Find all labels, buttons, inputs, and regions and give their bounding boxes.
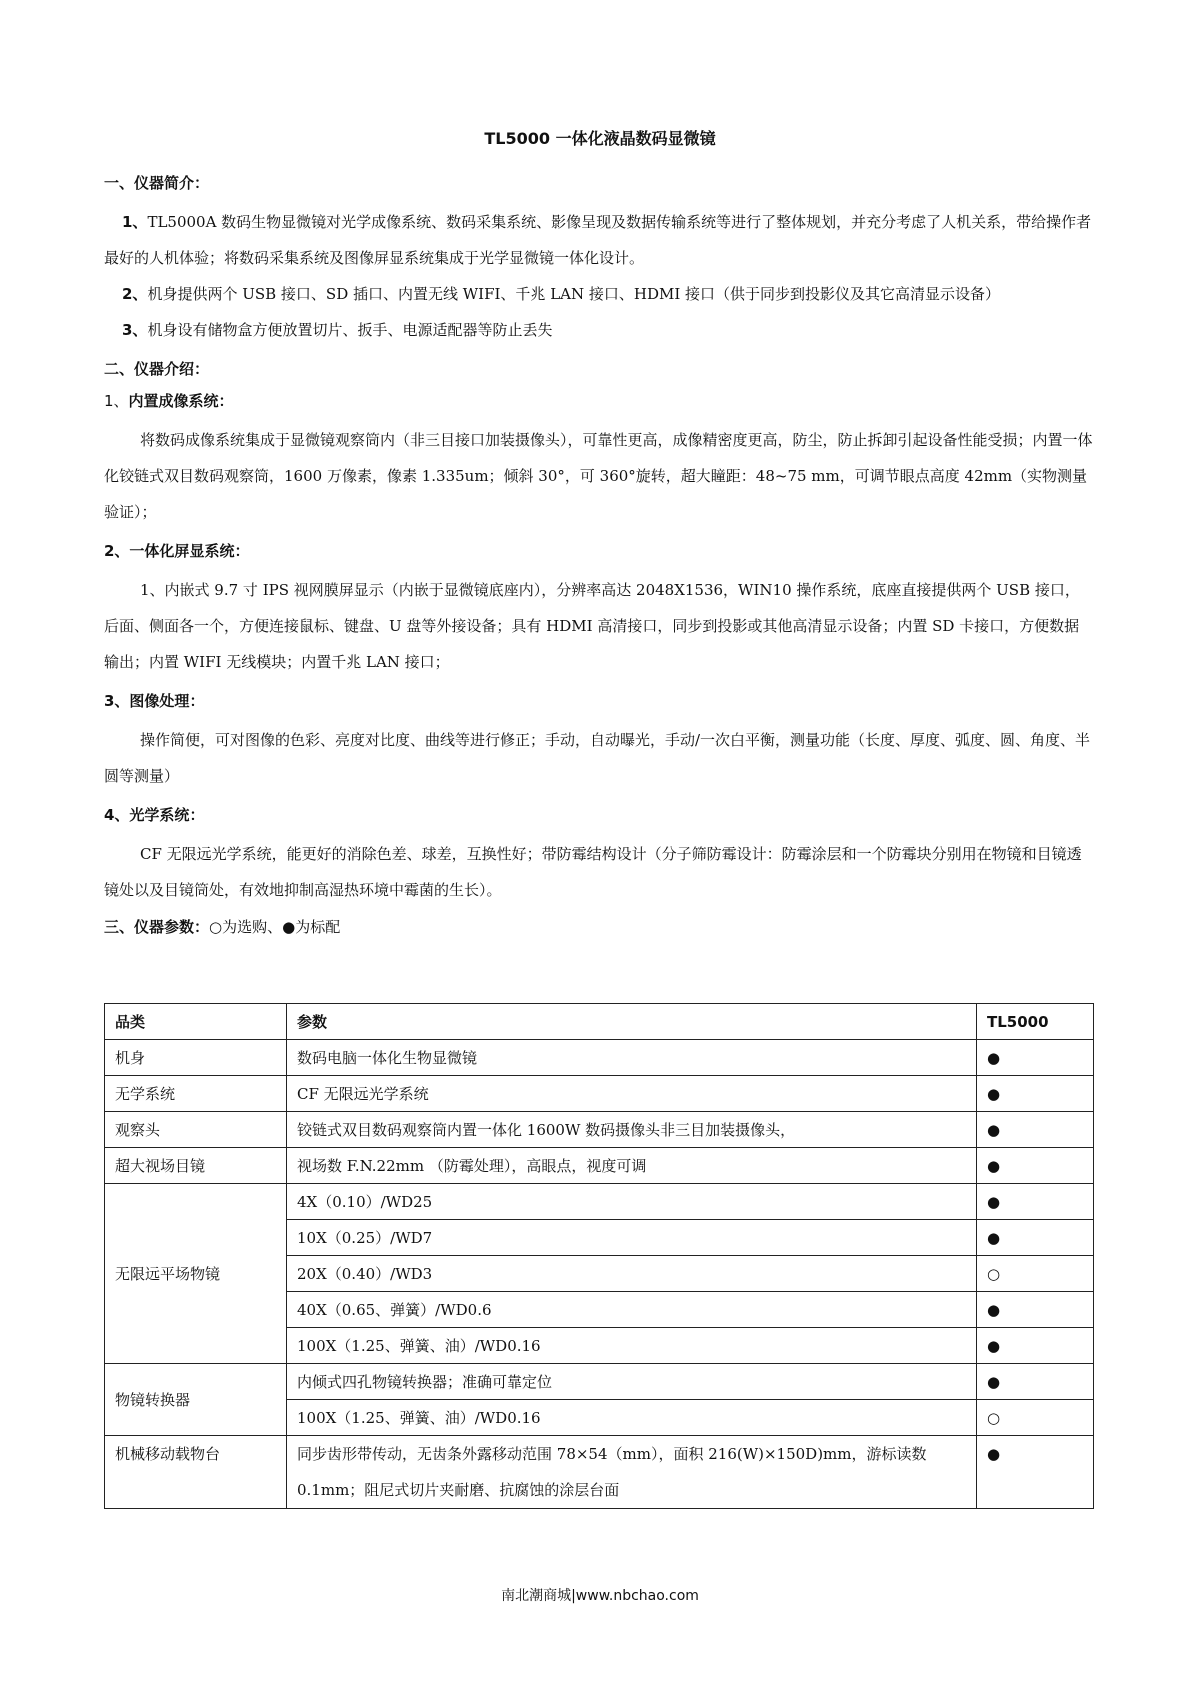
item-number: 2、 — [122, 285, 148, 303]
row-param: 20X（0.40）/WD3 — [287, 1256, 977, 1292]
table-row — [105, 1364, 1094, 1400]
stage-category: 机械移动载物台 — [105, 1436, 287, 1509]
item-text: 机身提供两个 USB 接口、SD 插口、内置无线 WIFI、千兆 LAN 接口、HDMI 接口（供于同步到投影仪及其它高清显示设备） — [147, 285, 1001, 303]
row-param: 内倾式四孔物镜转换器；准确可靠定位 — [287, 1364, 977, 1400]
row-param: 40X（0.65、弹簧）/WD0.6 — [287, 1292, 977, 1328]
sub1-number: 1、 — [104, 392, 129, 410]
table-header-row — [105, 1004, 1094, 1040]
item-text: TL5000A 数码生物显微镜对光学成像系统、数码采集系统、影像呈现及数据传输系统等进行了整体规划，并充分考虑了人机关系，带给操作者最好的人机体验；将数码采集系统及图像屏显系统集成于光学显微镜一体化设计。 — [104, 213, 1092, 267]
row-mark: ● — [977, 1076, 1094, 1112]
row-param: 数码电脑一体化生物显微镜 — [287, 1040, 977, 1076]
row-param: 视场数 F.N.22mm （防霉处理），高眼点，视度可调 — [287, 1148, 977, 1184]
footer-site: 南北潮商城|www.nbchao.com — [501, 1588, 699, 1604]
sub2-paragraph: 1、内嵌式 9.7 寸 IPS 视网膜屏显示（内嵌于显微镜底座内），分辨率高达 2048X1536，WIN10 操作系统，底座直接提供两个 USB 接口，后面、侧面各一个，方便连接鼠标、键盘、U 盘等外接设备；具有 HDMI 高清接口，同步到投影或其他高清显示设备；内置 SD 卡接口，方便数据输出；内置 WIFI 无线模块；内置千兆 LAN 接口； — [104, 581, 1080, 671]
section2-heading: 二、仪器介绍： — [104, 360, 210, 378]
sub4-heading: 4、光学系统： — [104, 806, 205, 824]
table-row — [105, 1076, 1094, 1112]
section1-item-3 — [104, 312, 1094, 348]
section1-heading: 一、仪器简介： — [104, 174, 210, 192]
row-param: 10X（0.25）/WD7 — [287, 1220, 977, 1256]
sub1-title: 内置成像系统： — [128, 392, 234, 410]
sub1-heading — [104, 390, 1094, 412]
nosepiece-category: 物镜转换器 — [105, 1364, 287, 1436]
row-mark: ● — [977, 1184, 1094, 1220]
row-mark: ● — [977, 1112, 1094, 1148]
sub2-heading: 2、一体化屏显系统： — [104, 542, 250, 560]
row-mark: ● — [977, 1364, 1094, 1400]
spec-table — [104, 1003, 1094, 1509]
row-mark: ○ — [977, 1400, 1094, 1436]
row-param: 4X（0.10）/WD25 — [287, 1184, 977, 1220]
row-mark: ● — [977, 1220, 1094, 1256]
stage-mark: ● — [977, 1436, 1094, 1509]
table-row — [105, 1040, 1094, 1076]
section3-legend: ○为选购、●为标配 — [209, 918, 341, 936]
objective-category: 无限远平场物镜 — [105, 1184, 287, 1364]
row-mark: ○ — [977, 1256, 1094, 1292]
header-category: 品类 — [105, 1004, 287, 1040]
section3-title: 三、仪器参数： — [104, 918, 210, 936]
table-row — [105, 1436, 1094, 1509]
table-row — [105, 1148, 1094, 1184]
section3-heading — [104, 916, 1094, 938]
sub4-paragraph: CF 无限远光学系统，能更好的消除色差、球差，互换性好；带防霉结构设计（分子筛防霉设计：防霉涂层和一个防霉块分别用在物镜和目镜透镜处以及目镜筒处，有效地抑制高湿热环境中霉菌的生长）。 — [104, 845, 1082, 899]
stage-param: 同步齿形带传动，无齿条外露移动范围 78×54（mm），面积 216(W)×150D)mm，游标读数 0.1mm；阻尼式切片夹耐磨、抗腐蚀的涂层台面 — [287, 1436, 977, 1509]
item-number: 1、 — [122, 213, 148, 231]
row-mark: ● — [977, 1040, 1094, 1076]
sub1-paragraph: 将数码成像系统集成于显微镜观察筒内（非三目接口加装摄像头），可靠性更高，成像精密度更高，防尘，防止拆卸引起设备性能受损；内置一体化铰链式双目数码观察筒，1600 万像素，像素 1.335um；倾斜 30°，可 360°旋转，超大瞳距：48~75 mm，可调节眼点高度 42mm（实物测量验证）； — [104, 431, 1093, 521]
item-number: 3、 — [122, 321, 148, 339]
table-row — [105, 1184, 1094, 1220]
document-body — [104, 172, 1094, 946]
item-text: 机身设有储物盒方便放置切片、扳手、电源适配器等防止丢失 — [147, 321, 553, 339]
sub3-paragraph: 操作简便，可对图像的色彩、亮度对比度、曲线等进行修正；手动，自动曝光，手动/一次白平衡，测量功能（长度、厚度、弧度、圆、角度、半圆等测量） — [104, 731, 1091, 785]
row-category: 超大视场目镜 — [105, 1148, 287, 1184]
row-param: 100X（1.25、弹簧、油）/WD0.16 — [287, 1328, 977, 1364]
row-mark: ● — [977, 1328, 1094, 1364]
row-category: 无学系统 — [105, 1076, 287, 1112]
section1-item-1 — [104, 204, 1094, 276]
row-category: 观察头 — [105, 1112, 287, 1148]
row-param: 铰链式双目数码观察筒内置一体化 1600W 数码摄像头非三目加装摄像头， — [287, 1112, 977, 1148]
row-mark: ● — [977, 1148, 1094, 1184]
table-row — [105, 1112, 1094, 1148]
row-param: 100X（1.25、弹簧、油）/WD0.16 — [287, 1400, 977, 1436]
sub3-heading: 3、图像处理： — [104, 692, 205, 710]
header-param: 参数 — [287, 1004, 977, 1040]
section1-item-2 — [104, 276, 1094, 312]
row-mark: ● — [977, 1292, 1094, 1328]
row-category: 机身 — [105, 1040, 287, 1076]
header-model: TL5000 — [977, 1004, 1094, 1040]
document-title: TL5000 一体化液晶数码显微镜 — [484, 129, 716, 148]
row-param: CF 无限远光学系统 — [287, 1076, 977, 1112]
